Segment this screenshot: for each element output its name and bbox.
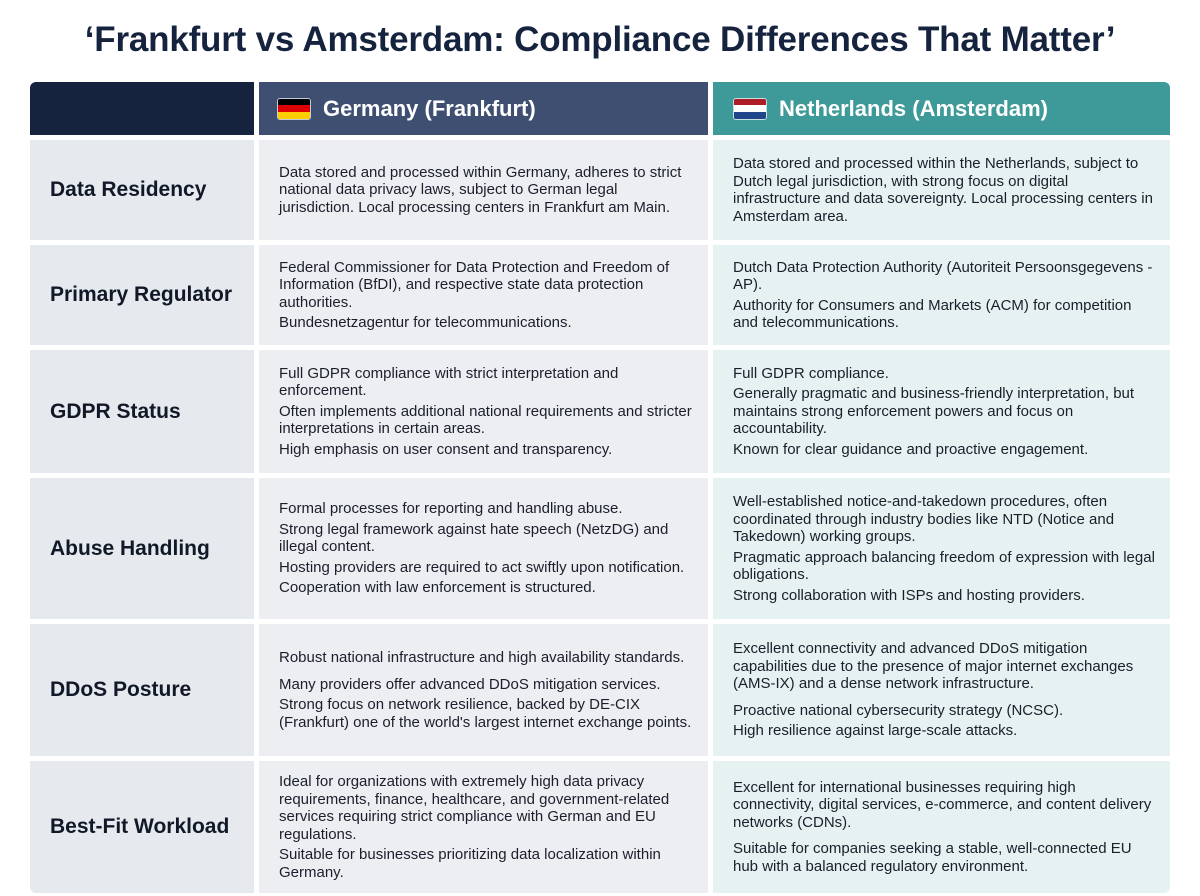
cell-text: Well-established notice-and-takedown procedures, often coordinated through industry bodies like NTD (Notice and Takedown) working groups. (733, 493, 1115, 545)
cell-text: Many providers offer advanced DDoS mitigation services. (279, 675, 661, 693)
cell-netherlands-primary-regulator (713, 245, 1170, 345)
netherlands-flag-icon (733, 98, 767, 120)
cell-text: Ideal for organizations with extremely high data privacy requirements, finance, healthcare, and government-related services requiring strict compliance with German and EU regulations. (279, 773, 670, 843)
cell-text: Proactive national cybersecurity strategy (NCSC). (733, 701, 1064, 719)
cell-text: Full GDPR compliance. (733, 364, 889, 382)
column-header-netherlands (713, 82, 1170, 135)
comparison-table (30, 82, 1170, 881)
cell-netherlands-gdpr-status (713, 350, 1170, 473)
cell-germany-gdpr-status (259, 350, 708, 473)
cell-netherlands-data-residency (713, 140, 1170, 240)
cell-germany-data-residency (259, 140, 708, 240)
page-title: ‘Frankfurt vs Amsterdam: Compliance Differences That Matter’ (84, 20, 1116, 59)
row-label-data-residency: Data Residency (30, 140, 254, 240)
cell-germany-abuse-handling (259, 478, 708, 619)
cell-text: Strong legal framework against hate speech (NetzDG) and illegal content. (279, 520, 669, 556)
cell-text: Data stored and processed within Germany, adheres to strict national data privacy laws, subject to German legal jurisdiction. Local processing centers in Frankfurt am Main. (279, 163, 682, 216)
cell-text: Full GDPR compliance with strict interpretation and enforcement. (279, 364, 619, 400)
cell-text: High emphasis on user consent and transparency. (279, 440, 613, 458)
cell-text: Known for clear guidance and proactive engagement. (733, 440, 1089, 458)
cell-netherlands-abuse-handling (713, 478, 1170, 619)
row-label-abuse-handling: Abuse Handling (30, 478, 254, 619)
cell-text: Strong focus on network resilience, backed by DE-CIX (Frankfurt) one of the world's largest internet exchange points. (279, 696, 692, 731)
cell-text: Pragmatic approach balancing freedom of expression with legal obligations. (733, 548, 1155, 583)
cell-text: Cooperation with law enforcement is structured. (279, 579, 596, 597)
cell-netherlands-ddos-posture (713, 624, 1170, 756)
cell-text: Authority for Consumers and Markets (ACM) for competition and telecommunications. (733, 296, 1132, 331)
header-corner-cell (30, 82, 254, 135)
cell-text: Hosting providers are required to act swiftly upon notification. (279, 558, 685, 576)
cell-text: Formal processes for reporting and handling abuse. (279, 500, 623, 518)
row-label-primary-regulator: Primary Regulator (30, 245, 254, 345)
cell-netherlands-best-fit-workload (713, 761, 1170, 893)
column-header-netherlands-label: Netherlands (Amsterdam) (779, 95, 1048, 121)
cell-text: Excellent for international businesses requiring high connectivity, digital services, e-commerce, and content delivery networks (CDNs). (733, 778, 1152, 831)
cell-text: Suitable for businesses prioritizing data localization within Germany. (279, 846, 661, 881)
cell-text: Generally pragmatic and business-friendly interpretation, but maintains strong enforcement powers and focus on accountability. (733, 385, 1135, 438)
cell-text: High resilience against large-scale attacks. (733, 722, 1018, 740)
cell-text: Excellent connectivity and advanced DDoS mitigation capabilities due to the presence of major internet exchanges (AMS-IX) and a dense network infrastructure. (733, 640, 1134, 693)
cell-text: Data stored and processed within the Netherlands, subject to Dutch legal jurisdiction, with strong focus on digital infrastructure and data sovereignty. Local processing centers in Amsterdam area. (733, 155, 1153, 225)
cell-germany-primary-regulator (259, 245, 708, 345)
germany-flag-icon (277, 98, 311, 120)
cell-text: Dutch Data Protection Authority (Autoriteit Persoonsgegevens - AP). (733, 258, 1153, 293)
cell-text: Strong collaboration with ISPs and hosting providers. (733, 586, 1085, 604)
cell-text: Federal Commissioner for Data Protection and Freedom of Information (BfDI), and respective state data protection authorities. (279, 258, 670, 311)
cell-text: Robust national infrastructure and high availability standards. (279, 649, 685, 666)
column-header-germany-label: Germany (Frankfurt) (323, 95, 536, 121)
column-header-germany (259, 82, 708, 135)
cell-germany-ddos-posture (259, 624, 708, 756)
cell-germany-best-fit-workload (259, 761, 708, 893)
cell-text: Suitable for companies seeking a stable, well-connected EU hub with a balanced regulatory environment. (733, 840, 1132, 875)
row-label-gdpr-status: GDPR Status (30, 350, 254, 473)
cell-text: Often implements additional national requirements and stricter interpretations in certain areas. (279, 402, 692, 438)
cell-text: Bundesnetzagentur for telecommunications. (279, 314, 572, 331)
row-label-ddos-posture: DDoS Posture (30, 624, 254, 756)
row-label-best-fit-workload: Best-Fit Workload (30, 761, 254, 893)
